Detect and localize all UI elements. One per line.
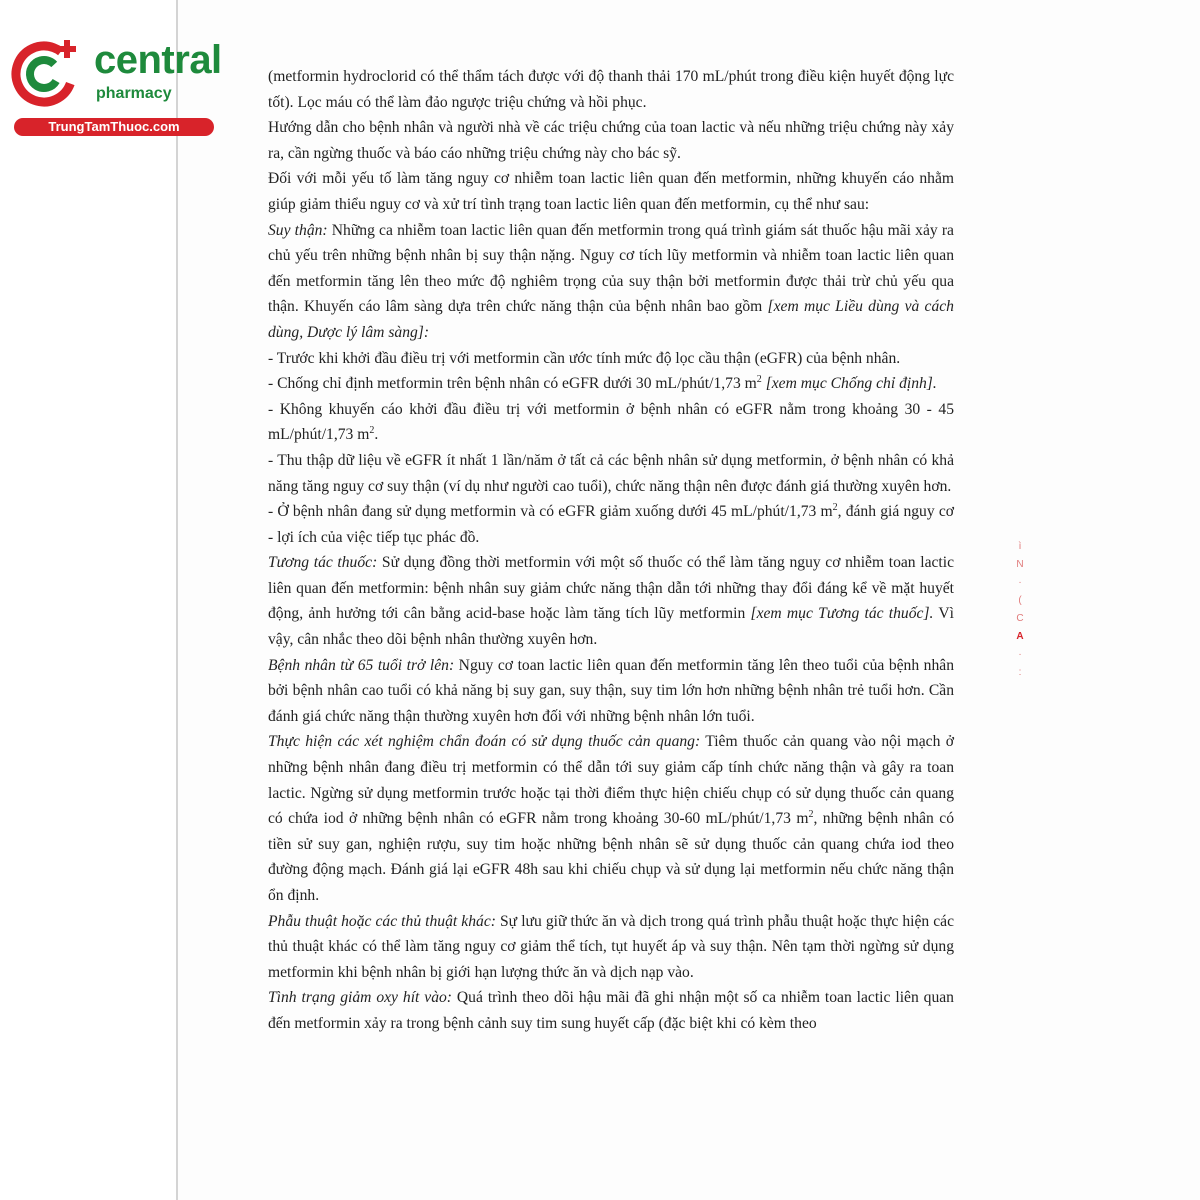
paragraph: Hướng dẫn cho bệnh nhân và người nhà về các triệu chứng của toan lactic và nếu những triệu chứng này xảy ra, cần ngừng thuốc và báo cáo những triệu chứng này cho bác sỹ. <box>268 119 954 162</box>
superscript: 2 <box>756 373 762 385</box>
superscript: 2 <box>808 809 814 821</box>
section-label: Tình trạng giảm oxy hít vào: <box>268 989 452 1007</box>
margin-bleed-marks: ì N · ( C A · : <box>1016 541 1024 678</box>
cross-reference: [xem mục Liều dùng và cách dùng, Dược lý lâm sàng]: <box>268 298 954 341</box>
paragraph-text: Tiêm thuốc cản quang vào nội mạch ở những bệnh nhân đang điều trị metformin có thể dẫn tới suy giảm cấp tính chức năng thận và gây ra toan lactic. Ngừng sử dụng metformin trước hoặc tại thời điểm thực hiện chiếu chụp có sử dụng thuốc cản quang có chứa iod ở những bệnh nhân có eGFR nằm trong khoảng 30-60 mL/phút/1,73 m <box>268 733 954 828</box>
paragraph-text-end: Vì vậy, cân nhắc theo dõi bệnh nhân thường xuyên hơn. <box>268 605 954 649</box>
central-pharmacy-logo-icon <box>10 36 82 108</box>
paragraph-text: Sự lưu giữ thức ăn và dịch trong quá trình phẫu thuật hoặc thực hiện các thủ thuật khác có thể làm tăng nguy cơ giảm thể tích, tụt huyết áp và suy thận. Nên tạm thời ngừng sử dụng metformin khi bệnh nhân bị giới hạn lượng thức ăn và dịch nạp vào. <box>268 912 954 981</box>
bullet-item: - Thu thập dữ liệu về eGFR ít nhất 1 lần/năm ở tất cả các bệnh nhân sử dụng metformin, ở bệnh nhân có khả năng tăng nguy cơ suy thận (ví dụ như người cao tuổi), chức năng thận nên được đánh giá thường xuyên hơn. <box>268 451 954 495</box>
logo <box>8 36 222 136</box>
paragraph-elderly <box>268 653 954 730</box>
document-body <box>268 64 954 1037</box>
brand-name: central <box>94 38 222 82</box>
bullet-item <box>268 499 954 550</box>
section-label: Bệnh nhân từ 65 tuổi trở lên: <box>268 656 455 674</box>
paragraph-contrast <box>268 729 954 908</box>
superscript: 2 <box>369 425 375 437</box>
superscript: 2 <box>832 501 838 513</box>
paragraph-text: Quá trình theo dõi hậu mãi đã ghi nhận một số ca nhiễm toan lactic liên quan đến metformin xảy ra trong bệnh cảnh suy tim sung huyết cấp (đặc biệt khi có kèm theo <box>268 989 954 1032</box>
bullet-text: - Không khuyến cáo khởi đầu điều trị với metformin ở bệnh nhân có eGFR nằm trong khoảng 30 - 45 mL/phút/1,73 m <box>268 400 954 444</box>
paragraph-text-end: , những bệnh nhân có tiền sử suy gan, nghiện rượu, suy tim hoặc những bệnh nhân sẽ sử dụng thuốc cản quang chứa iod theo đường động mạch. Đánh giá lại eGFR 48h sau khi chiếu chụp và sử dụng lại metformin nếu chức năng thận ổn định. <box>268 810 954 904</box>
paragraph-text: Những ca nhiễm toan lactic liên quan đến metformin trong quá trình giám sát thuốc hậu mãi xảy ra chủ yếu trên những bệnh nhân bị suy thận nặng. Nguy cơ tích lũy metformin và nhiễm toan lactic liên quan đến metformin tăng lên theo mức độ nghiêm trọng của suy thận bởi metformin được thải trừ chủ yếu qua thận. Khuyến cáo lâm sàng dựa trên chức năng thận của bệnh nhân bao gồm <box>268 221 954 316</box>
paragraph-surgery <box>268 909 954 986</box>
bullet-text: - Chống chỉ định metformin trên bệnh nhân có eGFR dưới 30 mL/phút/1,73 m <box>268 375 757 393</box>
cross-reference: [xem mục Tương tác thuốc]. <box>750 605 934 623</box>
paragraph: Đối với mỗi yếu tố làm tăng nguy cơ nhiễm toan lactic liên quan đến metformin, những khuyến cáo nhằm giúp giảm thiểu nguy cơ và xử trí tình trạng toan lactic liên quan đến metformin, cụ thể như sau: <box>268 170 954 213</box>
paragraph: (metformin hydroclorid có thể thẩm tách được với độ thanh thải 170 mL/phút trong điều kiện huyết động lực tốt). Lọc máu có thể làm đảo ngược triệu chứng và hồi phục. <box>268 68 954 111</box>
section-label: Suy thận: <box>268 221 328 239</box>
bullet-item: - Trước khi khởi đầu điều trị với metformin cần ước tính mức độ lọc cầu thận (eGFR) của bệnh nhân. <box>268 349 901 367</box>
section-label: Thực hiện các xét nghiệm chẩn đoán có sử dụng thuốc cản quang: <box>268 733 701 751</box>
bullet-text-end: , đánh giá nguy cơ - lợi ích của việc tiếp tục phác đồ. <box>268 503 954 546</box>
bullet-text: - Ở bệnh nhân đang sử dụng metformin và có eGFR giảm xuống dưới 45 mL/phút/1,73 m <box>268 503 833 521</box>
cross-reference: [xem mục Chống chỉ định]. <box>761 375 937 393</box>
bullet-item <box>268 397 954 448</box>
section-label: Tương tác thuốc: <box>268 554 378 572</box>
brand-sub: pharmacy <box>96 85 172 102</box>
section-label: Phẫu thuật hoặc các thủ thuật khác: <box>268 912 496 930</box>
paragraph-text: Sử dụng đồng thời metformin với một số thuốc có thể làm tăng nguy cơ nhiễm toan lactic liên quan đến metformin: bệnh nhân suy giảm chức năng thận dẫn tới những thay đổi đáng kể về mặt huyết động, ảnh hưởng tới cân bằng acid-base hoặc làm tăng tích lũy metformin <box>268 554 954 623</box>
bullet-text-end: . <box>374 426 379 444</box>
brand-url: TrungTamThuoc.com <box>14 118 214 136</box>
paragraph-interactions <box>268 550 954 652</box>
paragraph-renal <box>268 218 954 346</box>
bullet-item <box>268 371 954 397</box>
paragraph-text: Nguy cơ toan lactic liên quan đến metformin tăng lên theo tuổi của bệnh nhân bởi bệnh nhân cao tuổi có khả năng bị suy gan, suy thận, suy tim lớn hơn những bệnh nhân trẻ tuổi hơn. Cần đánh giá chức năng thận thường xuyên hơn đối với những bệnh nhân lớn tuổi. <box>268 656 954 725</box>
paragraph-hypoxia <box>268 985 954 1036</box>
